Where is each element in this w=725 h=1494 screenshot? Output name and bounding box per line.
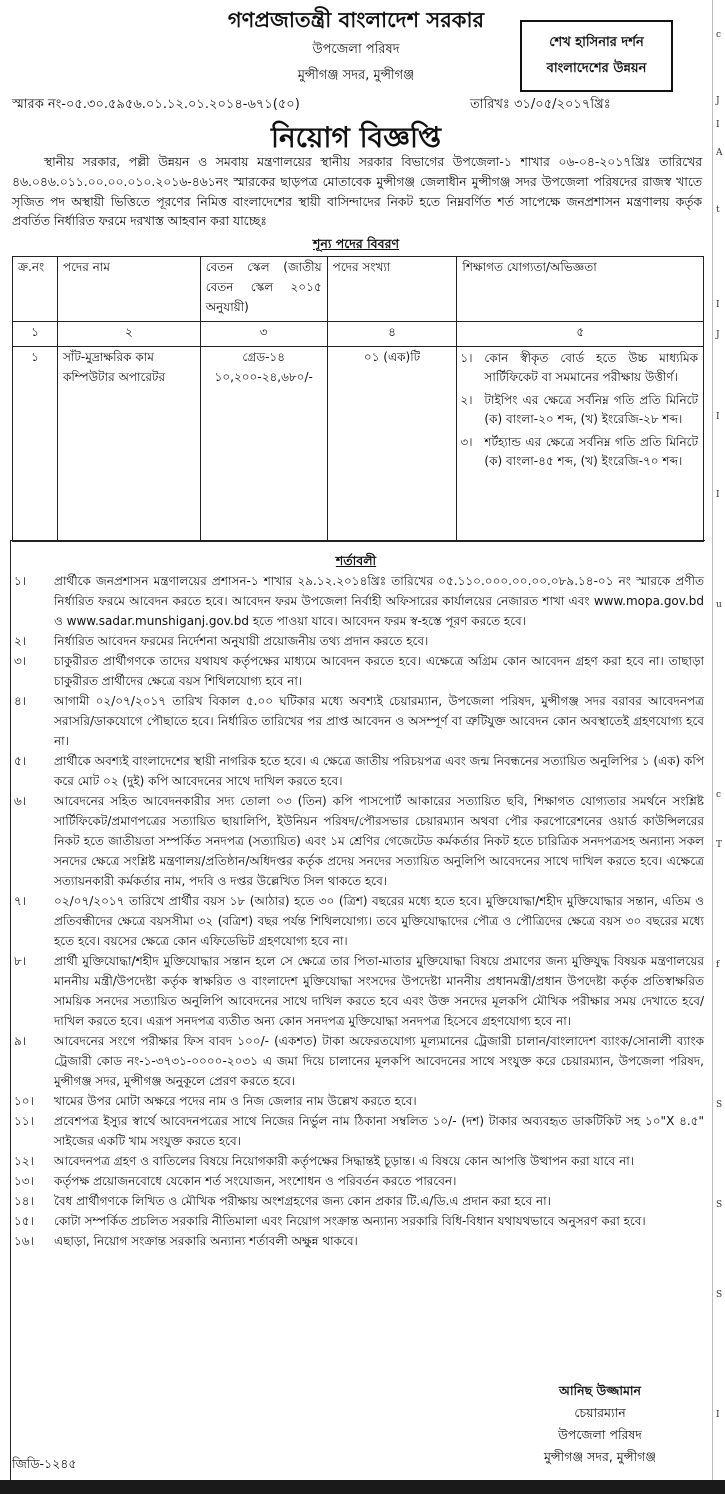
signatory-location: মুন্সীগঞ্জ সদর, মুন্সীগঞ্জ — [543, 1449, 657, 1464]
index-cell: ৫ — [457, 322, 704, 347]
edge-char: c — [716, 30, 722, 40]
table-header-row — [13, 257, 704, 322]
government-title: গণপ্রজাতন্ত্রী বাংলাদেশ সরকার — [227, 8, 485, 32]
qualification-item: ১। কোন স্বীকৃত বোর্ড হতে উচ্চ মাধ্যমিক সার্টিফিকেট বা সমমানের পরীক্ষায় উত্তীর্ণ। — [460, 351, 698, 384]
edge-char: c — [716, 790, 722, 800]
post-name-cell: সাঁট-মুদ্রাক্ষরিক কাম কম্পিউটার অপারেটর — [57, 347, 200, 542]
table-row — [13, 347, 704, 542]
serial-cell: ১ — [13, 347, 58, 542]
intro-paragraph: স্থানীয় সরকার, পল্লী উন্নয়ন ও সমবায় মন্ত্রণালয়ের স্থানীয় সরকার বিভাগের উপজেলা-১ শাখার ০৬-০৪-২০১৭খ্রিঃ তারিখের ৪৬.০৪৬.০১১.০০.০০.০১০.২০১৬-৪৬১নং স্মারকের ছাড়পত্র মোতাবেক মুন্সীগঞ্জ জেলাধীন মুন্সীগঞ্জ সদর উপজেলা পরিষদের রাজস্ব খাতে সৃজিত পদ অস্থায়ী ভিত্তিতে পূরণের নিমিত্ত বাংলাদেশের স্থায়ী বাসিন্দাদের নিকট হতে নিম্নবর্ণিত শর্ত সাপেক্ষে জনপ্রশাসন মন্ত্রণালয় কর্তৃক প্রবর্তিত নির্ধারিত ফরমে দরখাস্ত আহবান করা যাচ্ছেঃ — [12, 155, 702, 229]
list-item: ৩। চাকুরীরত প্রার্থীগণকে তাদের যথাযথ কর্তৃপক্ষের মাধ্যমে আবেদন করতে হবে। এক্ষেত্রে অগ্রিম কোন আবেদন গ্রহণ করা হবে না। তাছাড়া চাকুরীরত প্রার্থীদের ক্ষেত্রে বয়স শিথিলযোগ্য হবে না। — [14, 654, 704, 688]
slogan-line-2: বাংলাদেশের উন্নয়ন — [546, 61, 647, 76]
list-item: ১৫। কোটা সম্পর্কিত প্রচলিত সরকারি নীতিমালা এবং নিয়োগ সংক্রান্ত অন্যান্য সরকারি বিধি-বিধান যথাযথভাবে অনুসরণ করা হবে। — [14, 1214, 646, 1228]
office-name: উপজেলা পরিষদ — [312, 42, 400, 57]
edge-char: S — [716, 1100, 723, 1110]
vacancy-heading: শূন্য পদের বিবরণ — [312, 236, 400, 251]
edge-char: I — [716, 490, 720, 500]
document-code: জিডি-১২৪৫ — [12, 1456, 77, 1471]
signatory-name: আনিছ উজ্জামান — [558, 1383, 642, 1398]
edge-char: J — [716, 96, 720, 106]
slogan-box — [520, 20, 673, 92]
conditions-heading: শর্তাবলী — [335, 553, 377, 568]
pay-scale-cell — [200, 347, 327, 542]
list-item: ১। প্রার্থীকে জনপ্রশাসন মন্ত্রণালয়ের প্রশাসন-১ শাখার ২৯.১২.২০১৪খ্রিঃ তারিখের ০৫.১১০.০০০.০০.০০.০৮৯.১৪-০১ নং স্মারকে প্রণীত নির্ধারিত ফরমে আবেদন করতে হবে। আবেদন ফরম উপজেলা নির্বাহী অফিসারের কার্যালয়ের নেজারত শাখা এবং www.mopa.gov.bd ও www.sadar.munshiganj.gov.bd হতে পাওয়া যাবে। আবেদন ফরম স্ব-হস্তে পূরণ করতে হবে। — [14, 574, 704, 628]
list-item: ৪। আগামী ০২/০৭/২০১৭ তারিখ বিকাল ৫.০০ ঘটিকার মধ্যে অবশ্যই চেয়ারম্যান, উপজেলা পরিষদ, মুন্সীগঞ্জ সদর বরাবর আবেদনপত্র সরাসরি/ডাকযোগে পৌছাতে হবে। নির্ধারিত তারিখের পর প্রাপ্ত আবেদন ও অসম্পূর্ণ বা ত্রুটিযুক্ত আবেদন কোন অবস্থাতেই গ্রহণযোগ্য হবে না। — [14, 694, 704, 748]
edge-char: S — [716, 1290, 723, 1300]
qualification-item: ৩। শর্টহ্যান্ড এর ক্ষেত্রে সর্বনিম্ন গতি প্রতি মিনিটে (ক) বাংলা-৪৫ শব্দ, (খ) ইংরেজি-৭০ শব্দ। — [460, 435, 698, 468]
col-qualification-header: শিক্ষাগত যোগ্যতা/অভিজ্ঞতা — [457, 257, 704, 322]
list-item: ৫। প্রার্থীকে অবশ্যই বাংলাদেশের স্থায়ী নাগরিক হতে হবে। এ ক্ষেত্রে জাতীয় পরিচয়পত্র এবং জন্ম নিবন্ধনের সত্যায়িত অনুলিপির ১ (এক) কপি করে মোট ০২ (দুই) কপি আবেদনের সাথে দাখিল করতে হবে। — [14, 754, 704, 788]
list-item: ১৪। বৈধ প্রার্থীগণকে লিখিত ও মৌখিক পরীক্ষায় অংশগ্রহণের জন্য কোন প্রকার টি.এ/ডি.এ প্রদান করা হবে না। — [14, 1194, 551, 1208]
salary-range: ১০,২০০-২৪,৬৮০/- — [214, 370, 313, 384]
memo-number: স্মারক নং-০৫.৩০.৫৯৫৬.০১.১২.০১.২০১৪-৬৭১(৫০) — [12, 97, 300, 112]
edge-char: A — [716, 148, 723, 158]
adjacent-page-edge — [712, 0, 725, 1494]
edge-char: f — [716, 960, 720, 970]
signatory-designation: চেয়ারম্যান — [574, 1405, 626, 1420]
list-item: ১২। আবেদনপত্র গ্রহণ ও বাতিলের বিষয়ে নিয়োগকারী কর্তৃপক্ষের সিদ্ধান্তই চূড়ান্ত। এ বিষয়ে কোন আপত্তি উত্থাপন করা যাবে না। — [14, 1154, 635, 1168]
edge-char: t — [716, 205, 720, 215]
list-item: ১১। প্রবেশপত্র ইস্যুর স্বার্থে আবেদনপত্রের সাথে নিজের নির্ভুল নাম ঠিকানা সম্বলিত ১০/- (দশ) টাকার অব্যবহৃত ডাকটিকিট সহ ১০"X ৪.৫" সাইজের একটি খাম সংযুক্ত করতে হবে। — [14, 1114, 704, 1148]
edge-char: I — [716, 300, 720, 310]
page-title: নিয়োগ বিজ্ঞপ্তি — [270, 121, 442, 154]
col-count-header: পদের সংখ্যা — [327, 257, 457, 322]
col-post-header: পদের নাম — [57, 257, 200, 322]
edge-char: I — [716, 1410, 720, 1420]
slogan-line-1: শেখ হাসিনার দর্শন — [549, 35, 644, 50]
list-item: ১৩। কর্তৃপক্ষ প্রয়োজনবোধে যেকোন শর্ত সংযোজন, সংশোধন ও পরিবর্তন করতে পারবেন। — [14, 1174, 457, 1188]
table-index-row — [13, 322, 704, 347]
office-location: মুন্সীগঞ্জ সদর, মুন্সীগঞ্জ — [297, 68, 415, 83]
edge-char: J — [716, 330, 720, 340]
list-item: ৭। ০২/০৭/২০১৭ তারিখে প্রার্থীর বয়স ১৮ (আঠার) হতে ৩০ (ত্রিশ) বছরের মধ্যে হতে হবে। মুক্তিযোদ্ধা/শহীদ মুক্তিযোদ্ধার সন্তান, এতিম ও প্রতিবন্ধীদের ক্ষেত্রে বয়সসীমা ৩২ (বত্রিশ) বছর পর্যন্ত শিথিলযোগ্য। তবে মুক্তিযোদ্ধাদের পৌত্র ও পৌত্রিদের ক্ষেত্রে বয়স ৩০ বছরের মধ্যে হতে হবে। বয়সের ক্ষেত্রে কোন এফিডেভিট গ্রহণযোগ্য হবে না। — [14, 894, 704, 948]
list-item: ৬। আবেদনের সহিত আবেদনকারীর সদ্য তোলা ০৩ (তিন) কপি পাসপোর্ট আকারের সত্যায়িত ছবি, শিক্ষাগত যোগ্যতার সমর্থনে সংশ্লিষ্ট সার্টিফিকেট/প্রমাণপত্রের সত্যায়িত ছায়ালিপি, ইউনিয়ন পরিষদ/পৌরসভার চেয়ারম্যান অথবা পৌর করপোরেশনের ওয়ার্ড কাউন্সিলরের নিকট হতে জাতীয়তা সম্পর্কিত সনদপত্র (সত্যায়িত) এবং ১ম শ্রেণির গেজেটেড কর্মকর্তার নিকট হতে চারিত্রিক সনদপত্রসহ অন্যান্য সকল সনদের ক্ষেত্রে সংশ্লিষ্ট মন্ত্রণালয়/প্রতিষ্ঠান/অধিদপ্তর কর্তৃক প্রদেয় সনদের সত্যায়িত অনুলিপি আবেদনের সাথে দাখিল করতে হবে। এক্ষেত্রে সত্যায়নকারী কর্মকর্তার নাম, পদবি ও দপ্তর উল্লেখিত সিল থাকতে হবে। — [14, 794, 704, 888]
conditions-list — [12, 571, 704, 1251]
vacancy-table — [12, 256, 704, 542]
index-cell: ৪ — [327, 322, 457, 347]
qualification-cell — [457, 347, 704, 542]
list-item: ৮। প্রার্থী মুক্তিযোদ্ধা/শহীদ মুক্তিযোদ্ধার সন্তান হলে সে ক্ষেত্রে তার পিতা-মাতার মুক্তিযোদ্ধা বিষয়ে প্রমাণের জন্য মুক্তিযুদ্ধ বিষয়ক মন্ত্রণালয়ের মাননীয় মন্ত্রী/উপদেষ্টা কর্তৃক স্বাক্ষরিত ও বাংলাদেশ মুক্তিযোদ্ধা সংসদের উপদেষ্টা মাননীয় প্রধানমন্ত্রী/প্রধান উপদেষ্টা কর্তৃক প্রতিস্বাক্ষরিত সাময়িক সনদের সত্যায়িত অনুলিপি আবেদনের সাথে দাখিল করতে হবে এবং উক্ত সনদের মূলকপি মৌখিক পরীক্ষার সময় দেখাতে হবে/দাখিল করতে হবে। এরূপ সনদপত্র ব্যতীত অন্য কোন সনদপত্র মুক্তিযোদ্ধা সনদপত্র হিসেবে গ্রহণযোগ্য হবে না। — [14, 954, 704, 1028]
col-serial-header: ক্র.নং — [13, 257, 58, 322]
edge-char: S — [716, 1200, 723, 1210]
notice-date: তারিখঃ ৩১/০৫/২০১৭খ্রিঃ — [470, 97, 611, 112]
signatory-office: উপজেলা পরিষদ — [558, 1427, 642, 1442]
edge-char: I — [716, 120, 720, 130]
list-item: ২। নির্ধারিত আবেদন ফরমের নির্দেশনা অনুযায়ী প্রয়োজনীয় তথ্য প্রদান করতে হবে। — [14, 634, 429, 648]
edge-char: I — [716, 412, 720, 422]
index-cell: ২ — [57, 322, 200, 347]
edge-char: T — [716, 840, 723, 850]
qualification-item: ২। টাইপিং এর ক্ষেত্রে সর্বনিম্ন গতি প্রতি মিনিটে (ক) বাংলা-২০ শব্দ, (খ) ইংরেজি-২৮ শব্দ। — [460, 393, 698, 426]
list-item: ১০। খামের উপর মোটা অক্ষরে পদের নাম ও নিজ জেলার নাম উল্লেখ করতে হবে। — [14, 1094, 417, 1108]
scan-bottom-edge — [0, 1480, 725, 1494]
post-count-cell: ০১ (এক)টি — [327, 347, 457, 542]
list-item: ৯। আবেদনের সংগে পরীক্ষার ফিস বাবদ ১০০/- (একশত) টাকা অফেরতযোগ্য মূল্যমানের ট্রেজারী চালান/বাংলাদেশ ব্যাংক/সোনালী ব্যাংক ট্রেজারী কোড নং-১-৩৭৩১-০০০০-২০৩১ এ জমা দিয়ে চালানের মূলকপি আবেদনের সাথে সংযুক্ত করে চেয়ারম্যান, উপজেলা পরিষদ, মুন্সীগঞ্জ সদর, মুন্সীগঞ্জ অনুকূলে প্রেরণ করতে হবে। — [14, 1034, 704, 1088]
index-cell: ১ — [13, 322, 58, 347]
edge-char: u — [716, 600, 722, 610]
index-cell: ৩ — [200, 322, 327, 347]
grade-text: গ্রেড-১৪ — [242, 350, 285, 364]
list-item: ১৬। এছাড়া, নিয়োগ সংক্রান্ত সরকারি অন্যান্য শর্তাবলী অক্ষুন্ন থাকবে। — [14, 1234, 358, 1248]
col-pay-header: বেতন স্কেল (জাতীয় বেতন স্কেল ২০১৫ অনুযায়ী) — [200, 257, 327, 322]
